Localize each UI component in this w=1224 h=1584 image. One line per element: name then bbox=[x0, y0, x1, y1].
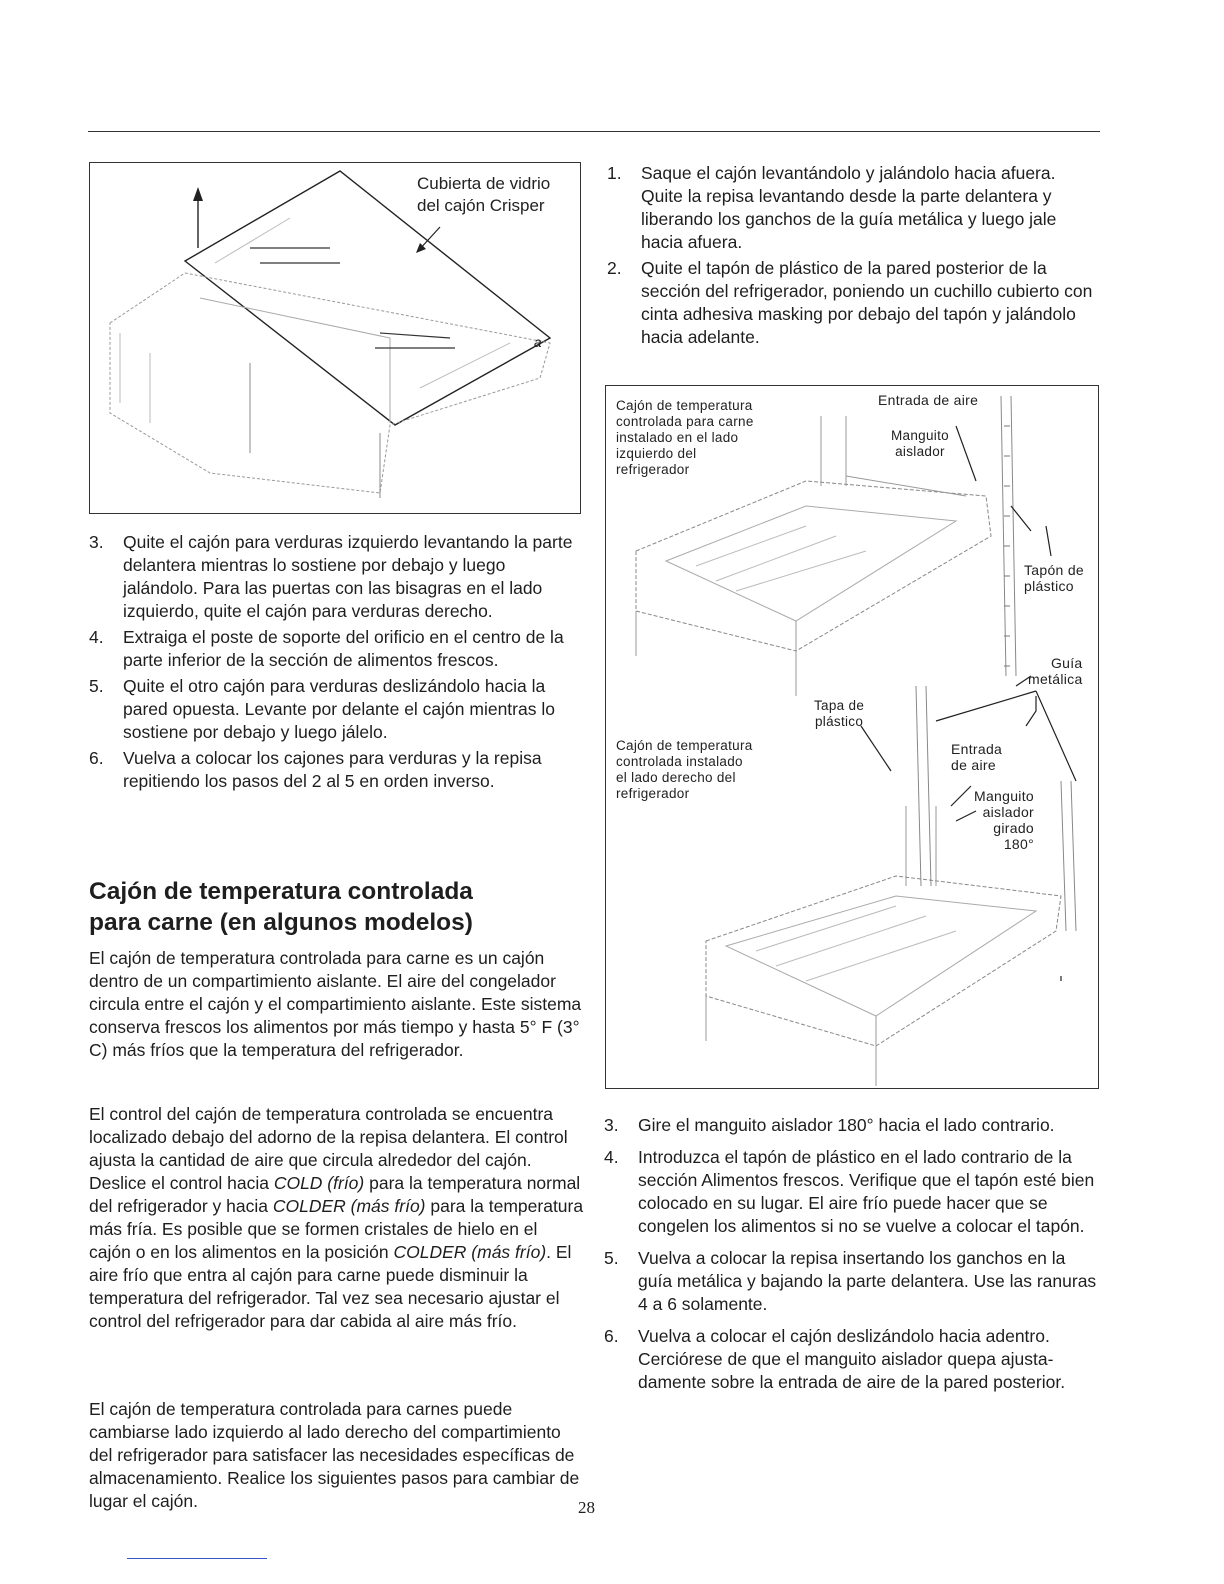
plug-line1: Tapón de bbox=[1024, 562, 1085, 578]
page-number: 28 bbox=[578, 1498, 595, 1517]
step-text: Vuelva a colocar los cajones para verduras y la repisa repitiendo los pasos del 2 al 5 en orden inverso. bbox=[123, 748, 542, 791]
para2-text-b: para la temperatura normal del refrigerador y hacia bbox=[89, 1173, 581, 1216]
crisper-cover-label-line1: Cubierta de vidrio bbox=[417, 174, 551, 193]
step-text: Saque el cajón levantándolo y jalándolo hacia afuera. Quite la repisa levantando desde la parte delantera y liberando los ganchos de la guía metálica y luego jale hacia afuera. bbox=[641, 163, 1057, 252]
cap-line2: plástico bbox=[814, 714, 864, 729]
air-inlet-bottom-label bbox=[951, 741, 1002, 773]
right-drawer-label-line4: refrigerador bbox=[616, 786, 690, 801]
section-title-line1: Cajón de temperatura controlada bbox=[89, 878, 473, 905]
meat-drawer-drawing bbox=[606, 386, 1098, 1088]
step-text: Quite el tapón de plástico de la pared posterior de la sección del refrigerador, poniendo un cuchillo cubierto con cinta adhesiva masking por debajo del tapón y jalándolo hacia adelante. bbox=[641, 258, 1093, 347]
steps-right-list bbox=[604, 1114, 1099, 1397]
step-4-right bbox=[604, 1146, 1099, 1238]
step-4-left bbox=[89, 626, 577, 672]
step-text: Vuelva a colocar el cajón deslizándolo hacia adentro. Cerciórese de que el manguito aislador quepa ajusta-damente sobre la entrada de aire de la pared posterior. bbox=[638, 1326, 1066, 1392]
crisper-cover-mark: a bbox=[534, 335, 542, 350]
plug-label bbox=[1024, 562, 1084, 594]
step-number: 6. bbox=[89, 748, 104, 768]
sleeve-rotated-line4: 180° bbox=[1003, 836, 1034, 852]
section-paragraph-3: El cajón de temperatura controlada para carnes puede cambiarse lado izquierdo al lado derecho del compartimiento del refrigerador para satisfacer las necesidades específicas de almacenamiento. Realice los siguientes pasos para cambiar de lugar el cajón. bbox=[89, 1399, 580, 1511]
step-number: 3. bbox=[604, 1115, 619, 1135]
step-number: 3. bbox=[89, 532, 104, 552]
left-drawer-label-line5: refrigerador bbox=[616, 462, 690, 477]
header-rule bbox=[88, 131, 1100, 132]
crisper-cover-label-line2: del cajón Crisper bbox=[417, 196, 545, 215]
section-paragraph-2 bbox=[89, 1103, 584, 1333]
step-6-left bbox=[89, 747, 577, 793]
right-drawer-label-line3: el lado derecho del bbox=[616, 770, 736, 785]
footer-rule bbox=[127, 1558, 267, 1559]
step-number: 5. bbox=[89, 676, 104, 696]
para2-text-d: . El aire frío que entra al cajón para carne puede disminuir la temperatura del refrigerador. Tal vez sea necesario ajustar el control del refrigerador para dar cabida al aire más frío. bbox=[89, 1242, 572, 1331]
para2-text-a: El control del cajón de temperatura controlada se encuentra localizado debajo del adorno de la repisa delantera. El control ajusta la cantidad de aire que circula alrededor del cajón. Deslice el control hacia bbox=[89, 1104, 568, 1193]
step-3-right bbox=[604, 1114, 1099, 1137]
para2-colder: COLDER (más frío) bbox=[272, 1196, 426, 1216]
right-drawer-label bbox=[616, 738, 753, 802]
left-drawer-label bbox=[616, 398, 754, 478]
left-drawer-label-line4: izquierdo del bbox=[616, 446, 697, 461]
step-2-top bbox=[607, 257, 1099, 349]
sleeve-top-line2: aislador bbox=[895, 444, 945, 459]
air-inlet-bottom-line1: Entrada bbox=[951, 741, 1003, 757]
sleeve-rotated-line3: girado bbox=[993, 820, 1034, 836]
section-title bbox=[89, 876, 569, 938]
steps-top-list bbox=[607, 162, 1099, 352]
rail-line1: Guía bbox=[1050, 655, 1083, 671]
section-title-line2: para carne (en algunos modelos) bbox=[89, 909, 473, 936]
left-drawer-label-line3: instalado en el lado bbox=[616, 430, 739, 445]
air-inlet-bottom-line2: de aire bbox=[951, 757, 996, 773]
left-drawer-label-line2: controlada para carne bbox=[616, 414, 754, 429]
air-inlet-top-label: Entrada de aire bbox=[878, 392, 979, 408]
right-drawer-label-line1: Cajón de temperatura bbox=[616, 738, 753, 753]
crisper-cover-figure bbox=[89, 162, 581, 514]
step-number: 4. bbox=[604, 1147, 619, 1167]
plug-line2: plástico bbox=[1024, 578, 1074, 594]
sleeve-rotated-label bbox=[974, 788, 1034, 852]
step-text: Quite el otro cajón para verduras deslizándolo hacia la pared opuesta. Levante por delante el cajón mientras lo sostiene por debajo y luego jálelo. bbox=[123, 676, 555, 742]
meat-drawer-figure bbox=[605, 385, 1099, 1089]
para2-cold: COLD (frío) bbox=[273, 1173, 365, 1193]
cap-line1: Tapa de bbox=[814, 698, 865, 713]
steps-left-list bbox=[89, 531, 577, 796]
step-number: 2. bbox=[607, 258, 622, 278]
cap-label bbox=[814, 698, 864, 730]
step-text: Vuelva a colocar la repisa insertando los ganchos en la guía metálica y bajando la parte delantera. Use las ranuras 4 a 6 solamente. bbox=[638, 1248, 1097, 1314]
step-number: 4. bbox=[89, 627, 104, 647]
left-drawer-label-line1: Cajón de temperatura bbox=[616, 398, 753, 413]
step-text: Introduzca el tapón de plástico en el lado contrario de la sección Alimentos frescos. Verifique que el tapón esté bien colocado en su lugar. El aire frío puede hacer que se congelen los alimentos si no se vuelve a colocar el tapón. bbox=[638, 1147, 1095, 1236]
step-6-right bbox=[604, 1325, 1099, 1394]
sleeve-rotated-line2: aislador bbox=[982, 804, 1034, 820]
step-text: Gire el manguito aislador 180° hacia el lado contrario. bbox=[638, 1115, 1055, 1135]
rail-label bbox=[1028, 655, 1083, 687]
step-1-top bbox=[607, 162, 1099, 254]
step-5-left bbox=[89, 675, 577, 744]
step-3-left bbox=[89, 531, 577, 623]
step-number: 5. bbox=[604, 1248, 619, 1268]
crisper-cover-label bbox=[417, 173, 550, 217]
section-paragraph-1: El cajón de temperatura controlada para carne es un cajón dentro de un compartimiento aislante. El aire del congelador circula entre el cajón y el compartimiento aislante. Este sistema conserva frescos los alimentos por más tiempo y hasta 5° F (3° C) más fríos que la temperatura del refrigerador. bbox=[89, 948, 582, 1060]
rail-line2: metálica bbox=[1028, 671, 1083, 687]
sleeve-top-label bbox=[891, 428, 949, 460]
step-number: 1. bbox=[607, 163, 622, 183]
sleeve-rotated-line1: Manguito bbox=[974, 788, 1034, 804]
para2-colder-2: COLDER (más frío) bbox=[393, 1242, 547, 1262]
step-text: Quite el cajón para verduras izquierdo levantando la parte delantera mientras lo sostiene por debajo y luego jalándolo. Para las puertas con las bisagras en el lado izquierdo, quite el cajón para verduras derecho. bbox=[123, 532, 573, 621]
para2-text-c: para la temperatura más fría. Es posible que se formen cristales de hielo en el cajón o en los alimentos en la posición bbox=[89, 1196, 584, 1262]
sleeve-top-line1: Manguito bbox=[891, 428, 949, 443]
step-number: 6. bbox=[604, 1326, 619, 1346]
step-text: Extraiga el poste de soporte del orificio en el centro de la parte inferior de la sección de alimentos frescos. bbox=[123, 627, 564, 670]
step-5-right bbox=[604, 1247, 1099, 1316]
right-drawer-label-line2: controlada instalado bbox=[616, 754, 743, 769]
